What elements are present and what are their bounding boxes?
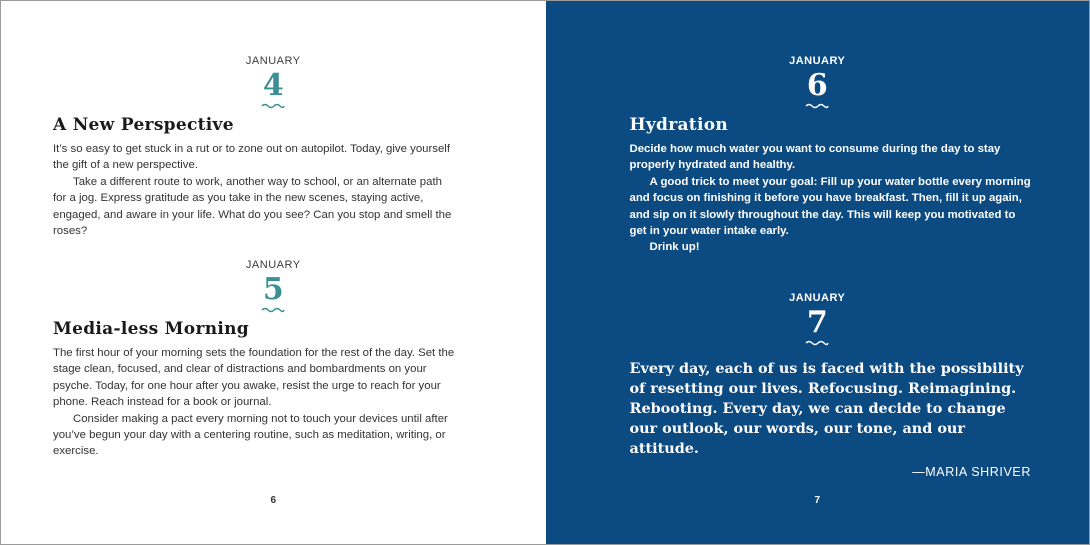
wave-ornament-icon <box>805 339 829 347</box>
wave-ornament-icon <box>261 102 285 110</box>
entry-january-4 <box>1 55 546 239</box>
left-page <box>1 1 546 544</box>
entry-paragraph: It’s so easy to get stuck in a rut or to zone out on autopilot. Today, give yourself the gift of a new perspective. <box>53 143 451 172</box>
day-number: 4 <box>262 68 284 103</box>
quote-text: Every day, each of us is faced with the possibility of resetting our lives. Refocusing. Reimagining. Rebooting. Every day, we can decide to change our outlook, our words, our tone, and our attitude. <box>629 360 1024 457</box>
entry-paragraph: Drink up! <box>649 241 700 254</box>
right-page <box>546 1 1090 544</box>
day-number: 6 <box>806 68 828 103</box>
entry-body <box>53 345 464 460</box>
quote-attribution: —MARIA SHRIVER <box>912 465 1031 479</box>
wave-ornament-icon <box>805 102 829 110</box>
month-label: JANUARY <box>789 55 846 67</box>
entry-title: A New Perspective <box>53 115 234 135</box>
day-number: 5 <box>262 272 284 307</box>
page-number: 7 <box>814 495 821 506</box>
entry-paragraph: Take a different route to work, another way to school, or an alternate path for a jog. Express gratitude as you take in the new scenes, staying active, engaged, and aware in your life. What do you see? Can you stop and smell the roses? <box>53 175 452 238</box>
month-label: JANUARY <box>789 292 846 304</box>
entry-paragraph: Consider making a pact every morning not to touch your devices until after you’ve begun your day with a centering routine, such as meditation, writing, or exercise. <box>53 412 448 458</box>
day-number: 7 <box>806 305 828 340</box>
entry-paragraph: A good trick to meet your goal: Fill up your water bottle every morning and focus on finishing it before you have breakfast. Then, fill it up again, and sip on it slowly throughout the day. This will keep you motivated to get in your water intake early. <box>629 175 1031 238</box>
entry-title: Media-less Morning <box>53 319 249 339</box>
entry-paragraph: Decide how much water you want to consume during the day to stay properly hydrated and healthy. <box>629 143 1001 172</box>
entry-january-5 <box>1 259 546 460</box>
month-label: JANUARY <box>245 259 301 271</box>
entry-body <box>53 141 456 239</box>
entry-body <box>630 141 1032 256</box>
entry-title: Hydration <box>629 115 729 135</box>
entry-january-7 <box>546 292 1090 479</box>
entry-january-6 <box>546 55 1090 256</box>
page-number: 6 <box>270 495 277 506</box>
month-label: JANUARY <box>245 55 301 67</box>
wave-ornament-icon <box>261 306 285 314</box>
entry-paragraph: The first hour of your morning sets the foundation for the rest of the day. Set the stage clean, focused, and clear of distractions and bombardments on your psyche. Today, for one hour after you awake, resist the urge to reach for your phone. Reach instead for a book or journal. <box>53 347 455 409</box>
